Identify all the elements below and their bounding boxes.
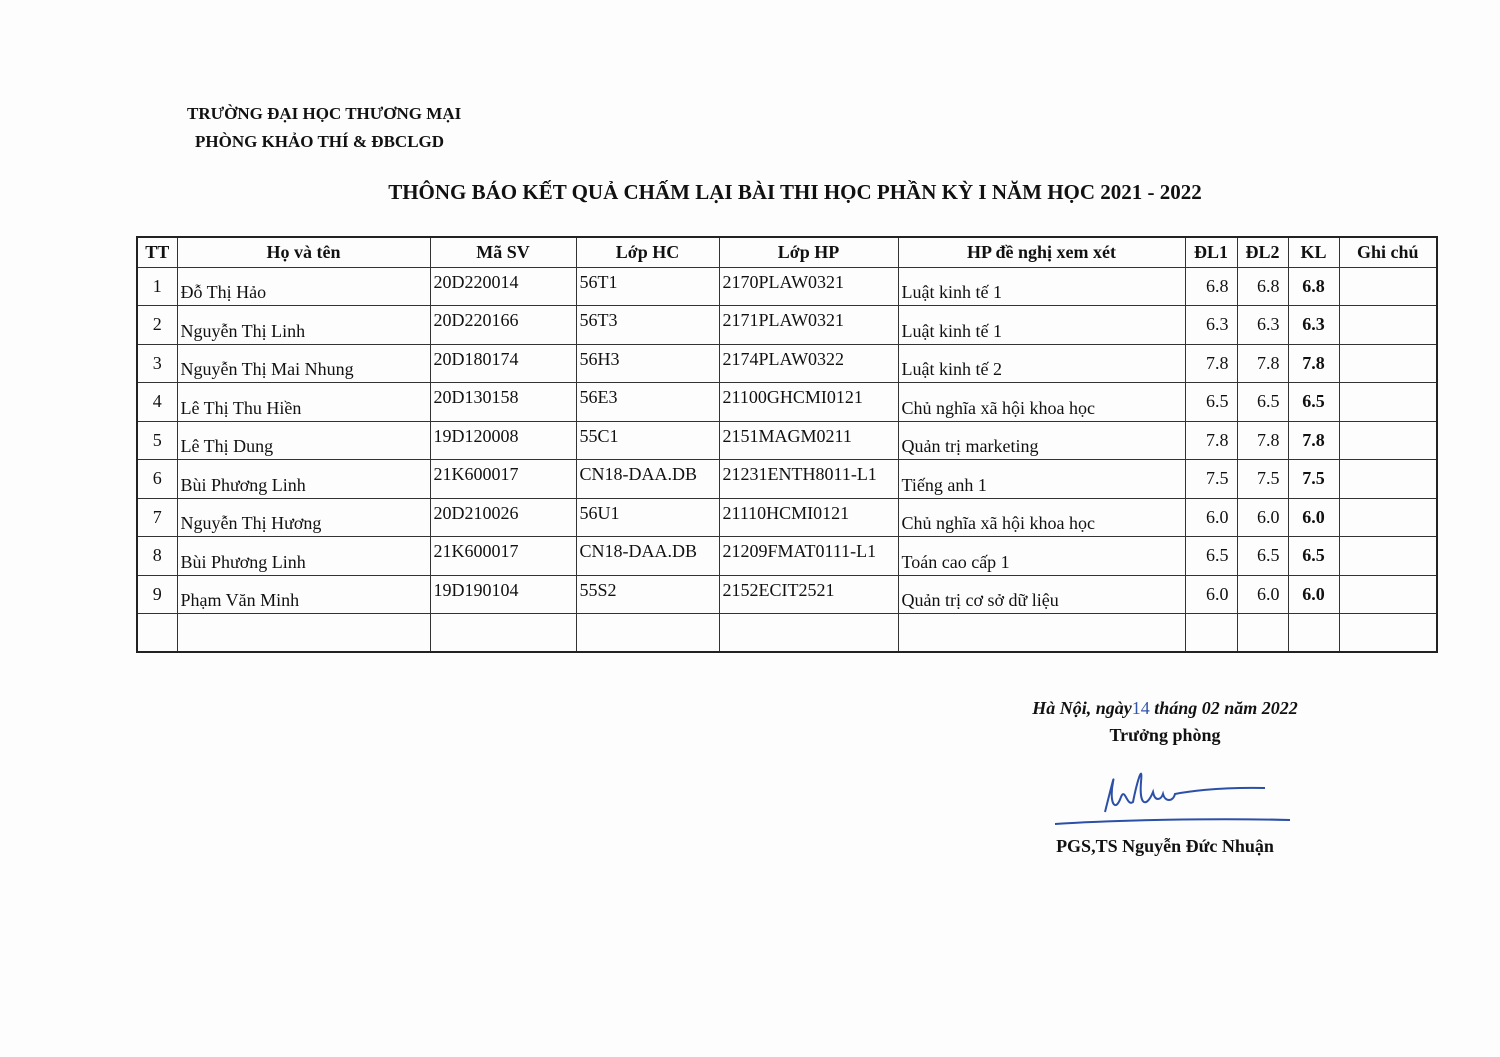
col-note: Ghi chú [1339, 237, 1437, 267]
col-dl1: ĐL1 [1185, 237, 1237, 267]
admin-class: 56T3 [576, 306, 719, 345]
admin-class: CN18-DAA.DB [576, 537, 719, 576]
row-number: 7 [137, 498, 177, 537]
score-dl1: 7.8 [1185, 421, 1237, 460]
note [1339, 460, 1437, 499]
score-dl1: 6.8 [1185, 267, 1237, 306]
score-dl2: 6.3 [1237, 306, 1288, 345]
student-name: Bùi Phương Linh [177, 537, 430, 576]
admin-class: 56H3 [576, 344, 719, 383]
score-dl1: 7.8 [1185, 344, 1237, 383]
course-name: Quản trị marketing [898, 421, 1185, 460]
signature-block [1000, 698, 1330, 857]
col-student-id: Mã SV [430, 237, 576, 267]
results-table [136, 236, 1438, 653]
row-number: 3 [137, 344, 177, 383]
student-name: Lê Thị Thu Hiền [177, 383, 430, 422]
row-number: 1 [137, 267, 177, 306]
course-class: 2151MAGM0211 [719, 421, 898, 460]
score-dl2: 6.0 [1237, 498, 1288, 537]
table-row [137, 306, 1437, 345]
student-name: Đỗ Thị Hảo [177, 267, 430, 306]
table-row [137, 460, 1437, 499]
admin-class: 56U1 [576, 498, 719, 537]
score-dl1: 6.5 [1185, 383, 1237, 422]
score-dl2: 7.8 [1237, 421, 1288, 460]
university-name: TRƯỜNG ĐẠI HỌC THƯƠNG MẠI [187, 104, 462, 123]
table-row [137, 575, 1437, 614]
row-number: 5 [137, 421, 177, 460]
note [1339, 537, 1437, 576]
col-admin-class: Lớp HC [576, 237, 719, 267]
admin-class: CN18-DAA.DB [576, 460, 719, 499]
course-name: Quản trị cơ sở dữ liệu [898, 575, 1185, 614]
score-dl1 [1185, 614, 1237, 653]
course-class: 21231ENTH8011-L1 [719, 460, 898, 499]
course-class: 2174PLAW0322 [719, 344, 898, 383]
student-name: Lê Thị Dung [177, 421, 430, 460]
student-id: 20D210026 [430, 498, 576, 537]
col-tt: TT [137, 237, 177, 267]
document-title: THÔNG BÁO KẾT QUẢ CHẤM LẠI BÀI THI HỌC PHẦN KỲ I NĂM HỌC 2021 - 2022 [388, 180, 1202, 204]
score-dl1: 7.5 [1185, 460, 1237, 499]
department-name: PHÒNG KHẢO THÍ & ĐBCLGD [195, 132, 445, 151]
col-course: HP đề nghị xem xét [898, 237, 1185, 267]
note [1339, 575, 1437, 614]
student-name: Nguyễn Thị Linh [177, 306, 430, 345]
note [1339, 344, 1437, 383]
course-class: 2170PLAW0321 [719, 267, 898, 306]
score-kl: 7.5 [1288, 460, 1339, 499]
score-dl2: 6.5 [1237, 537, 1288, 576]
score-dl2: 6.8 [1237, 267, 1288, 306]
course-class [719, 614, 898, 653]
note [1339, 306, 1437, 345]
table-row [137, 383, 1437, 422]
admin-class: 55C1 [576, 421, 719, 460]
organization-header [187, 100, 461, 156]
admin-class: 56E3 [576, 383, 719, 422]
row-number: 6 [137, 460, 177, 499]
table-row [137, 421, 1437, 460]
row-number: 2 [137, 306, 177, 345]
score-kl: 6.0 [1288, 498, 1339, 537]
signing-date: Hà Nội, ngày14 tháng 02 năm 2022 [1032, 698, 1298, 718]
student-id: 20D220166 [430, 306, 576, 345]
student-id: 19D120008 [430, 421, 576, 460]
student-name: Nguyễn Thị Hương [177, 498, 430, 537]
student-id: 21K600017 [430, 537, 576, 576]
student-name: Bùi Phương Linh [177, 460, 430, 499]
student-id: 19D190104 [430, 575, 576, 614]
note [1339, 383, 1437, 422]
student-name: Phạm Văn Minh [177, 575, 430, 614]
admin-class: 55S2 [576, 575, 719, 614]
row-number: 8 [137, 537, 177, 576]
note [1339, 267, 1437, 306]
signature-icon [1035, 752, 1295, 832]
course-class: 2152ECIT2521 [719, 575, 898, 614]
score-dl1: 6.5 [1185, 537, 1237, 576]
signing-day: 14 [1131, 698, 1150, 718]
course-name: Toán cao cấp 1 [898, 537, 1185, 576]
score-kl: 7.8 [1288, 344, 1339, 383]
course-name: Chủ nghĩa xã hội khoa học [898, 498, 1185, 537]
col-kl: KL [1288, 237, 1339, 267]
signer-role: Trưởng phòng [1109, 725, 1221, 745]
course-class: 21110HCMI0121 [719, 498, 898, 537]
course-name: Tiếng anh 1 [898, 460, 1185, 499]
score-dl2: 7.8 [1237, 344, 1288, 383]
note [1339, 614, 1437, 653]
student-name [177, 614, 430, 653]
student-id: 21K600017 [430, 460, 576, 499]
col-course-class: Lớp HP [719, 237, 898, 267]
score-dl1: 6.0 [1185, 575, 1237, 614]
table-row [137, 344, 1437, 383]
signer-name: PGS,TS Nguyễn Đức Nhuận [1056, 836, 1274, 856]
course-name: Chủ nghĩa xã hội khoa học [898, 383, 1185, 422]
admin-class [576, 614, 719, 653]
table-row [137, 537, 1437, 576]
student-id: 20D180174 [430, 344, 576, 383]
student-id [430, 614, 576, 653]
course-class: 21100GHCMI0121 [719, 383, 898, 422]
table-row [137, 498, 1437, 537]
student-name: Nguyễn Thị Mai Nhung [177, 344, 430, 383]
score-dl1: 6.0 [1185, 498, 1237, 537]
course-name [898, 614, 1185, 653]
note [1339, 498, 1437, 537]
admin-class: 56T1 [576, 267, 719, 306]
course-name: Luật kinh tế 1 [898, 267, 1185, 306]
score-kl [1288, 614, 1339, 653]
score-kl: 6.5 [1288, 383, 1339, 422]
score-dl2: 6.5 [1237, 383, 1288, 422]
score-kl: 6.3 [1288, 306, 1339, 345]
score-kl: 6.8 [1288, 267, 1339, 306]
row-number: 4 [137, 383, 177, 422]
note [1339, 421, 1437, 460]
score-dl2: 6.0 [1237, 575, 1288, 614]
score-dl1: 6.3 [1185, 306, 1237, 345]
course-class: 2171PLAW0321 [719, 306, 898, 345]
col-name: Họ và tên [177, 237, 430, 267]
table-header-row [137, 237, 1437, 267]
table-row [137, 267, 1437, 306]
col-dl2: ĐL2 [1237, 237, 1288, 267]
course-class: 21209FMAT0111-L1 [719, 537, 898, 576]
course-name: Luật kinh tế 1 [898, 306, 1185, 345]
table-row [137, 614, 1437, 653]
score-dl2: 7.5 [1237, 460, 1288, 499]
course-name: Luật kinh tế 2 [898, 344, 1185, 383]
row-number: 9 [137, 575, 177, 614]
student-id: 20D220014 [430, 267, 576, 306]
score-dl2 [1237, 614, 1288, 653]
student-id: 20D130158 [430, 383, 576, 422]
score-kl: 7.8 [1288, 421, 1339, 460]
score-kl: 6.0 [1288, 575, 1339, 614]
score-kl: 6.5 [1288, 537, 1339, 576]
row-number [137, 614, 177, 653]
